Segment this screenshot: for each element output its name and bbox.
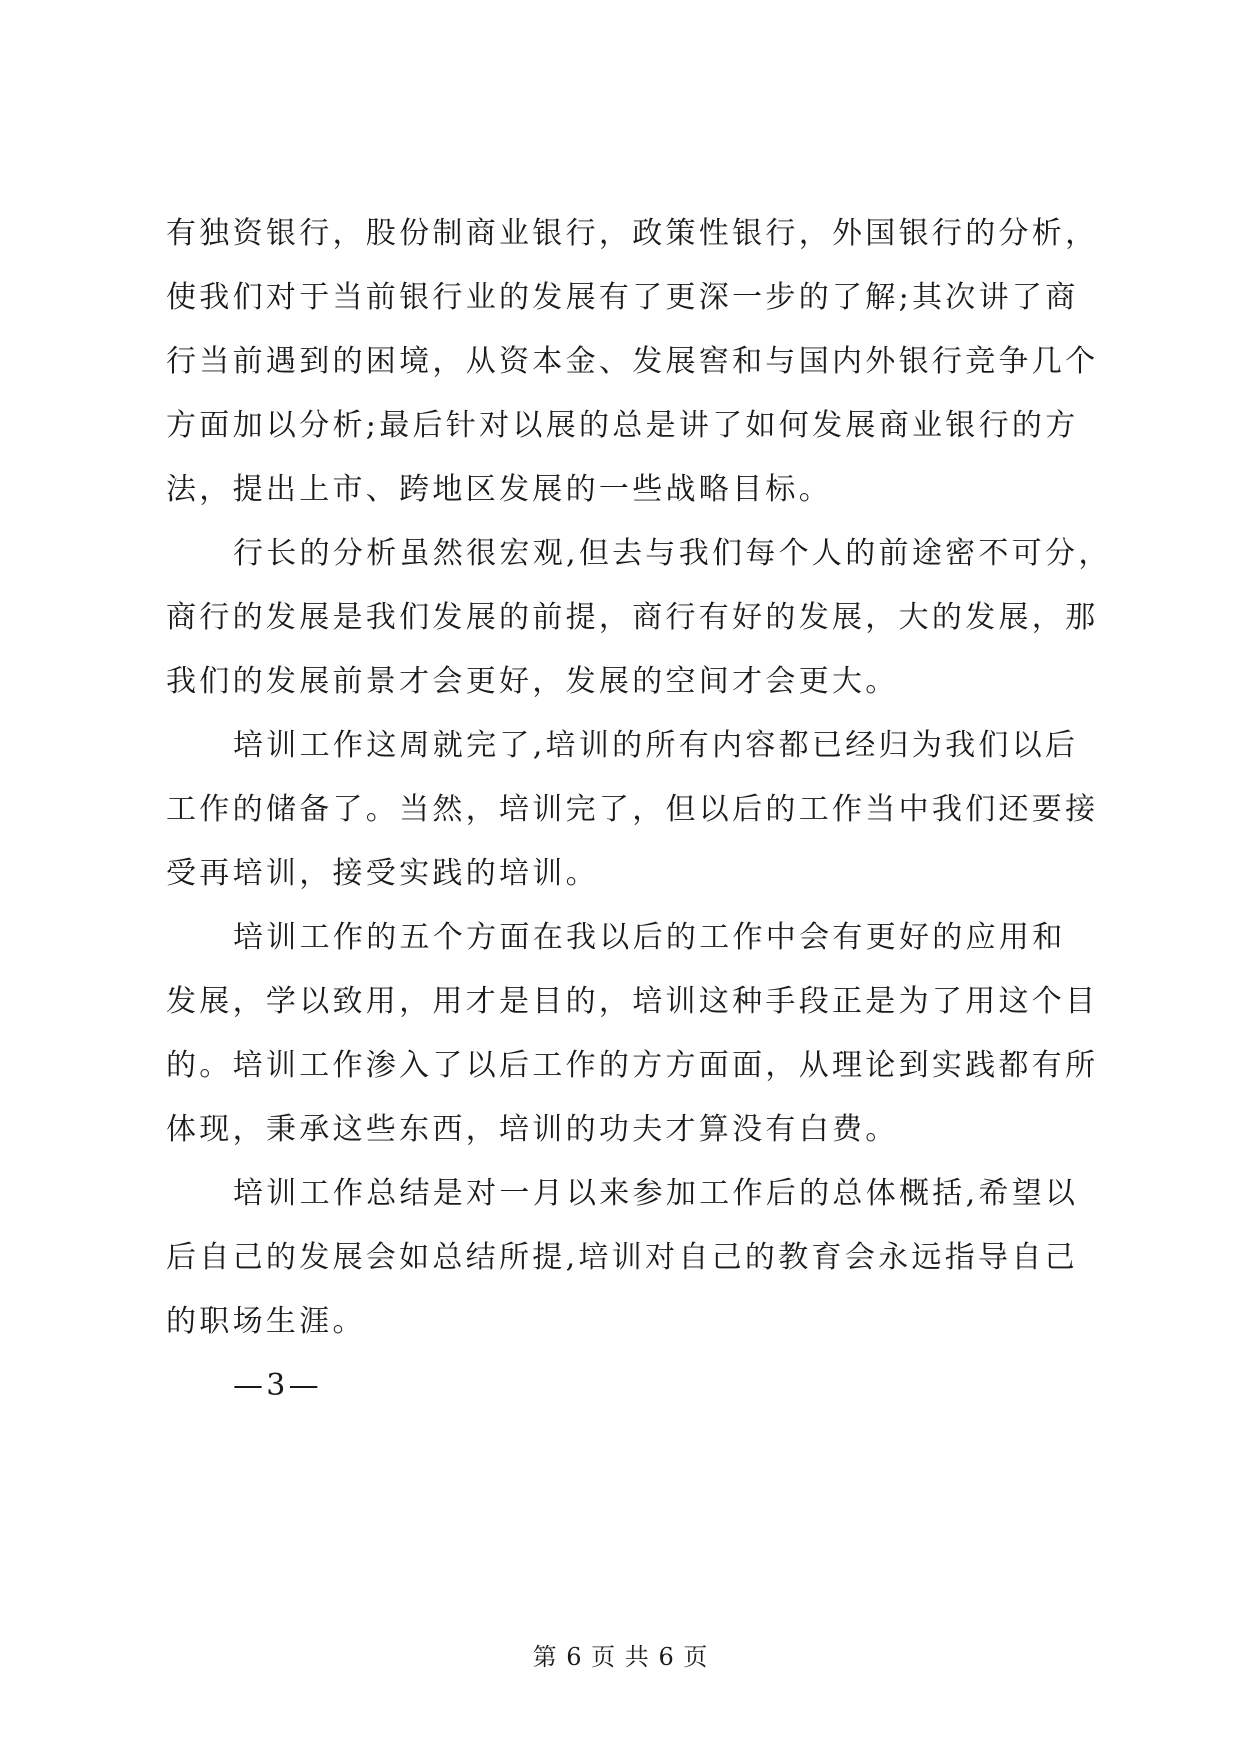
text-line: 培训工作这周就完了,培训的所有内容都已经归为我们以后	[233, 728, 1079, 763]
body-text	[166, 202, 1112, 1418]
text-line: 法，提出上市、跨地区发展的一些战略目标。	[166, 472, 832, 507]
text-line: 体现，秉承这些东西，培训的功夫才算没有白费。	[166, 1112, 899, 1147]
text-line: 方面加以分析;最后针对以展的总是讲了如何发展商业银行的方	[166, 408, 1079, 443]
text-line: 培训工作总结是对一月以来参加工作后的总体概括,希望以	[233, 1176, 1079, 1211]
text-line: 行当前遇到的困境，从资本金、发展窖和与国内外银行竞争几个	[166, 344, 1099, 379]
text-line: 的职场生涯。	[166, 1304, 366, 1339]
text-line: 发展，学以致用，用才是目的，培训这种手段正是为了用这个目	[166, 984, 1099, 1019]
text-line: —3—	[233, 1368, 322, 1403]
text-line: 我们的发展前景才会更好，发展的空间才会更大。	[166, 664, 899, 699]
page-footer: 第 6 页 共 6 页	[532, 1643, 709, 1671]
text-line: 商行的发展是我们发展的前提，商行有好的发展，大的发展，那	[166, 600, 1099, 635]
text-line: 受再培训，接受实践的培训。	[166, 856, 599, 891]
text-line: 后自己的发展会如总结所提,培训对自己的教育会永远指导自己	[166, 1240, 1078, 1275]
text-line: 行长的分析虽然很宏观,但去与我们每个人的前途密不可分，	[233, 536, 1112, 571]
text-line: 培训工作的五个方面在我以后的工作中会有更好的应用和	[233, 920, 1066, 955]
text-line: 工作的储备了。当然，培训完了，但以后的工作当中我们还要接	[166, 792, 1099, 827]
text-line: 有独资银行，股份制商业银行，政策性银行，外国银行的分析，	[166, 216, 1099, 251]
text-line: 使我们对于当前银行业的发展有了更深一步的了解;其次讲了商	[166, 280, 1079, 315]
text-line: 的。培训工作渗入了以后工作的方方面面，从理论到实践都有所	[166, 1048, 1099, 1083]
